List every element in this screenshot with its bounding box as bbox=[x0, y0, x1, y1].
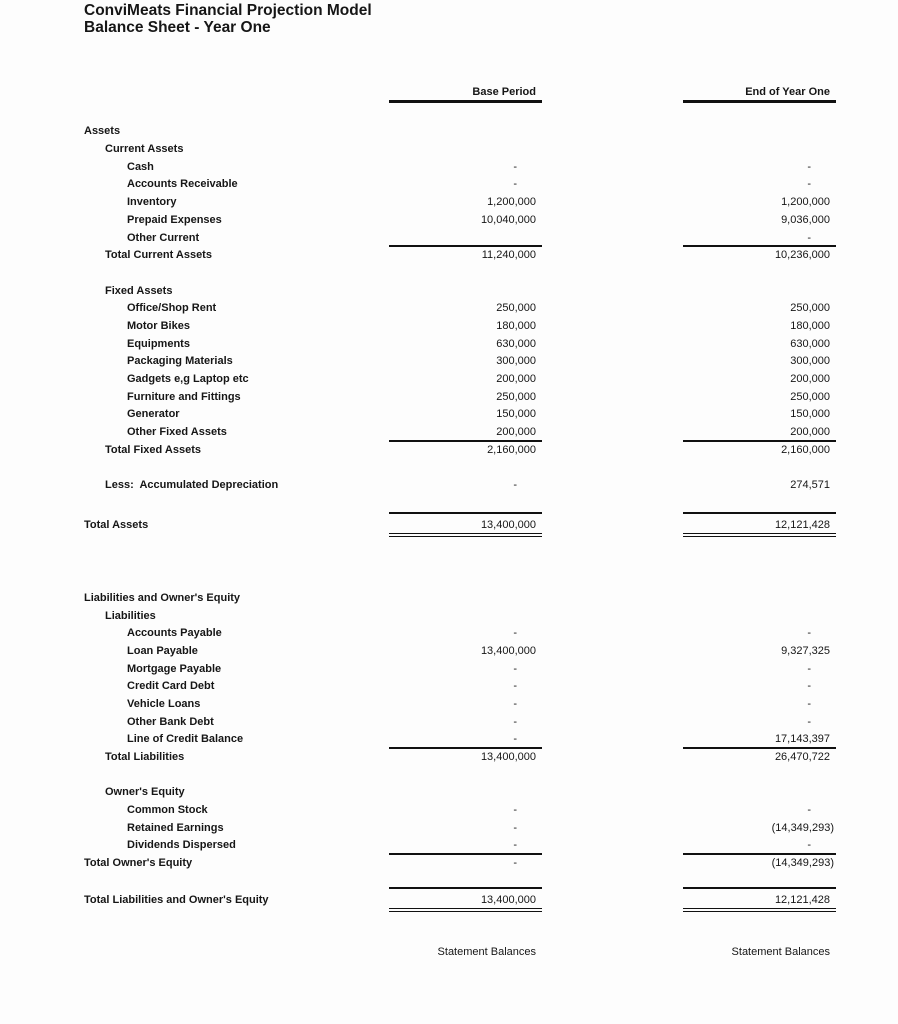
row-label: Office/Shop Rent bbox=[127, 302, 217, 315]
row-label: Loan Payable bbox=[127, 644, 198, 657]
base-period-value bbox=[389, 608, 542, 626]
end-of-year-one-value: 200,000 bbox=[790, 373, 830, 386]
base-period-value: 630,000 bbox=[496, 337, 536, 350]
base-period-value: - bbox=[513, 160, 517, 173]
row-label: Accounts Receivable bbox=[127, 178, 238, 191]
end-of-year-one-value: - bbox=[807, 627, 811, 640]
row-label: Total Owner's Equity bbox=[84, 857, 193, 870]
row-label: Vehicle Loans bbox=[127, 697, 201, 710]
base-period-value bbox=[389, 123, 542, 141]
row-label: Gadgets e,g Laptop etc bbox=[127, 373, 249, 386]
end-of-year-one-value: - bbox=[807, 178, 811, 191]
end-of-year-one-value: 180,000 bbox=[790, 319, 830, 332]
spacer-row bbox=[0, 265, 836, 283]
row-label: Current Assets bbox=[105, 143, 184, 156]
base-period-value bbox=[389, 283, 542, 301]
end-of-year-one-value: 9,036,000 bbox=[781, 213, 830, 226]
end-of-year-one-value: 150,000 bbox=[790, 408, 830, 421]
end-of-year-one-value: 1,200,000 bbox=[781, 196, 830, 209]
base-period-value: - bbox=[513, 804, 517, 817]
row-total-current-assets bbox=[0, 247, 836, 265]
row-total-liabilities bbox=[0, 749, 836, 767]
base-period-value: 13,400,000 bbox=[480, 751, 536, 764]
row-cash bbox=[0, 159, 836, 177]
end-of-year-one-value: 12,121,428 bbox=[683, 512, 836, 537]
base-period-value: - bbox=[389, 837, 542, 855]
row-inventory bbox=[0, 194, 836, 212]
row-label: Mortgage Payable bbox=[127, 662, 222, 675]
row-label: Other Bank Debt bbox=[127, 715, 214, 728]
row-label: Total Liabilities and Owner's Equity bbox=[84, 893, 269, 906]
column-header-spacer bbox=[0, 84, 389, 104]
base-period-value bbox=[389, 784, 542, 802]
base-period-value: 1,200,000 bbox=[487, 196, 536, 209]
footer-row bbox=[0, 944, 836, 962]
base-period-value: - bbox=[389, 731, 542, 749]
base-period-value: 13,400,000 bbox=[389, 512, 542, 537]
title-block bbox=[84, 2, 372, 36]
row-mortgage-payable bbox=[0, 661, 836, 679]
end-of-year-one-value: - bbox=[807, 715, 811, 728]
base-period-value bbox=[389, 141, 542, 159]
column-headers bbox=[0, 84, 836, 104]
base-period-value: - bbox=[513, 178, 517, 191]
base-period-value: 2,160,000 bbox=[487, 443, 536, 456]
row-other-fixed-assets bbox=[0, 424, 836, 442]
base-period-value: 250,000 bbox=[496, 390, 536, 403]
row-label: Total Fixed Assets bbox=[105, 443, 201, 456]
row-gadgets-e-g-laptop-etc bbox=[0, 371, 836, 389]
end-of-year-one-value: 300,000 bbox=[790, 355, 830, 368]
row-owner-s-equity bbox=[0, 784, 836, 802]
row-label: Dividends Dispersed bbox=[127, 839, 236, 852]
row-office-shop-rent bbox=[0, 300, 836, 318]
row-vehicle-loans bbox=[0, 696, 836, 714]
spacer-row bbox=[0, 459, 836, 477]
end-of-year-one-value: 2,160,000 bbox=[781, 443, 830, 456]
spacer-row bbox=[0, 767, 836, 785]
footer-statement-balances-year: Statement Balances bbox=[731, 946, 830, 958]
row-total-liabilities-and-owner-s-equity bbox=[0, 887, 836, 912]
end-of-year-one-value: - bbox=[683, 837, 836, 855]
balance-sheet-rows bbox=[0, 123, 836, 911]
row-label: Equipments bbox=[127, 337, 190, 350]
document-title: ConviMeats Financial Projection Model bbox=[84, 2, 372, 19]
row-label: Liabilities and Owner's Equity bbox=[84, 591, 241, 604]
row-label: Fixed Assets bbox=[105, 284, 173, 297]
row-label: Retained Earnings bbox=[127, 821, 224, 834]
row-assets bbox=[0, 123, 836, 141]
column-header-end-of-year-one: End of Year One bbox=[683, 84, 836, 103]
base-period-value: - bbox=[513, 479, 517, 492]
row-generator bbox=[0, 406, 836, 424]
end-of-year-one-value: 9,327,325 bbox=[781, 644, 830, 657]
end-of-year-one-value: 200,000 bbox=[683, 424, 836, 442]
row-label: Credit Card Debt bbox=[127, 680, 215, 693]
row-dividends-dispersed bbox=[0, 837, 836, 855]
end-of-year-one-value: (14,349,293) bbox=[771, 821, 834, 834]
row-label: Packaging Materials bbox=[127, 355, 233, 368]
row-label: Assets bbox=[84, 125, 121, 138]
base-period-value: 10,040,000 bbox=[480, 213, 536, 226]
row-label: Accounts Payable bbox=[127, 627, 222, 640]
base-period-value bbox=[389, 230, 542, 248]
end-of-year-one-value: - bbox=[807, 804, 811, 817]
base-period-value: - bbox=[513, 715, 517, 728]
row-total-owner-s-equity bbox=[0, 855, 836, 873]
base-period-value: - bbox=[513, 857, 517, 870]
row-label: Total Current Assets bbox=[105, 249, 212, 262]
document-subtitle: Balance Sheet - Year One bbox=[84, 19, 271, 36]
end-of-year-one-value: 17,143,397 bbox=[683, 731, 836, 749]
row-label: Other Fixed Assets bbox=[127, 426, 227, 439]
end-of-year-one-value: - bbox=[683, 230, 836, 248]
base-period-value: 300,000 bbox=[496, 355, 536, 368]
row-motor-bikes bbox=[0, 318, 836, 336]
end-of-year-one-value: 12,121,428 bbox=[683, 887, 836, 912]
row-other-current bbox=[0, 230, 836, 248]
base-period-value: - bbox=[513, 662, 517, 675]
end-of-year-one-value: 274,571 bbox=[790, 479, 830, 492]
row-less-accumulated-depreciation bbox=[0, 477, 836, 495]
row-line-of-credit-balance bbox=[0, 731, 836, 749]
row-common-stock bbox=[0, 802, 836, 820]
end-of-year-one-value: 10,236,000 bbox=[774, 249, 830, 262]
end-of-year-one-value: - bbox=[807, 662, 811, 675]
row-label: Prepaid Expenses bbox=[127, 213, 222, 226]
row-current-assets bbox=[0, 141, 836, 159]
row-liabilities-and-owner-s-equity bbox=[0, 590, 836, 608]
row-label: Inventory bbox=[127, 196, 177, 209]
row-label: Total Liabilities bbox=[105, 751, 185, 764]
row-label: Owner's Equity bbox=[105, 786, 185, 799]
row-furniture-and-fittings bbox=[0, 389, 836, 407]
footer-statement-balances-base: Statement Balances bbox=[437, 946, 536, 958]
base-period-value: - bbox=[513, 821, 517, 834]
row-liabilities bbox=[0, 608, 836, 626]
end-of-year-one-value bbox=[683, 608, 836, 626]
row-label: Liabilities bbox=[105, 609, 156, 622]
end-of-year-one-value: 250,000 bbox=[790, 390, 830, 403]
end-of-year-one-value: - bbox=[807, 680, 811, 693]
end-of-year-one-value: 630,000 bbox=[790, 337, 830, 350]
row-label: Generator bbox=[127, 408, 180, 421]
end-of-year-one-value bbox=[683, 141, 836, 159]
base-period-value: 200,000 bbox=[496, 373, 536, 386]
end-of-year-one-value bbox=[683, 283, 836, 301]
row-label: Other Current bbox=[127, 231, 200, 244]
row-label: Motor Bikes bbox=[127, 319, 190, 332]
base-period-value: 13,400,000 bbox=[480, 644, 536, 657]
end-of-year-one-value bbox=[683, 123, 836, 141]
row-other-bank-debt bbox=[0, 714, 836, 732]
end-of-year-one-value: 26,470,722 bbox=[774, 751, 830, 764]
column-header-base-period: Base Period bbox=[389, 84, 542, 103]
end-of-year-one-value: 250,000 bbox=[790, 302, 830, 315]
row-prepaid-expenses bbox=[0, 212, 836, 230]
base-period-value: 150,000 bbox=[496, 408, 536, 421]
base-period-value: 250,000 bbox=[496, 302, 536, 315]
row-total-assets bbox=[0, 512, 836, 537]
row-fixed-assets bbox=[0, 283, 836, 301]
row-label: Total Assets bbox=[84, 518, 149, 531]
base-period-value: - bbox=[513, 680, 517, 693]
row-accounts-receivable bbox=[0, 176, 836, 194]
row-credit-card-debt bbox=[0, 678, 836, 696]
base-period-value: 180,000 bbox=[496, 319, 536, 332]
end-of-year-one-value bbox=[683, 784, 836, 802]
row-label: Line of Credit Balance bbox=[127, 733, 244, 746]
end-of-year-one-value: - bbox=[807, 697, 811, 710]
row-total-fixed-assets bbox=[0, 442, 836, 460]
base-period-value: 200,000 bbox=[389, 424, 542, 442]
row-equipments bbox=[0, 336, 836, 354]
base-period-value: - bbox=[513, 697, 517, 710]
row-retained-earnings bbox=[0, 820, 836, 838]
base-period-value: 13,400,000 bbox=[389, 887, 542, 912]
row-label: Furniture and Fittings bbox=[127, 390, 241, 403]
end-of-year-one-value: - bbox=[807, 160, 811, 173]
base-period-value bbox=[389, 590, 542, 608]
base-period-value: 11,240,000 bbox=[481, 249, 536, 262]
row-loan-payable bbox=[0, 643, 836, 661]
end-of-year-one-value: (14,349,293) bbox=[771, 857, 834, 870]
row-label: Less: Accumulated Depreciation bbox=[105, 479, 279, 492]
row-accounts-payable bbox=[0, 625, 836, 643]
row-label: Cash bbox=[127, 160, 154, 173]
row-label: Common Stock bbox=[127, 804, 208, 817]
row-packaging-materials bbox=[0, 353, 836, 371]
end-of-year-one-value bbox=[683, 590, 836, 608]
base-period-value: - bbox=[513, 627, 517, 640]
